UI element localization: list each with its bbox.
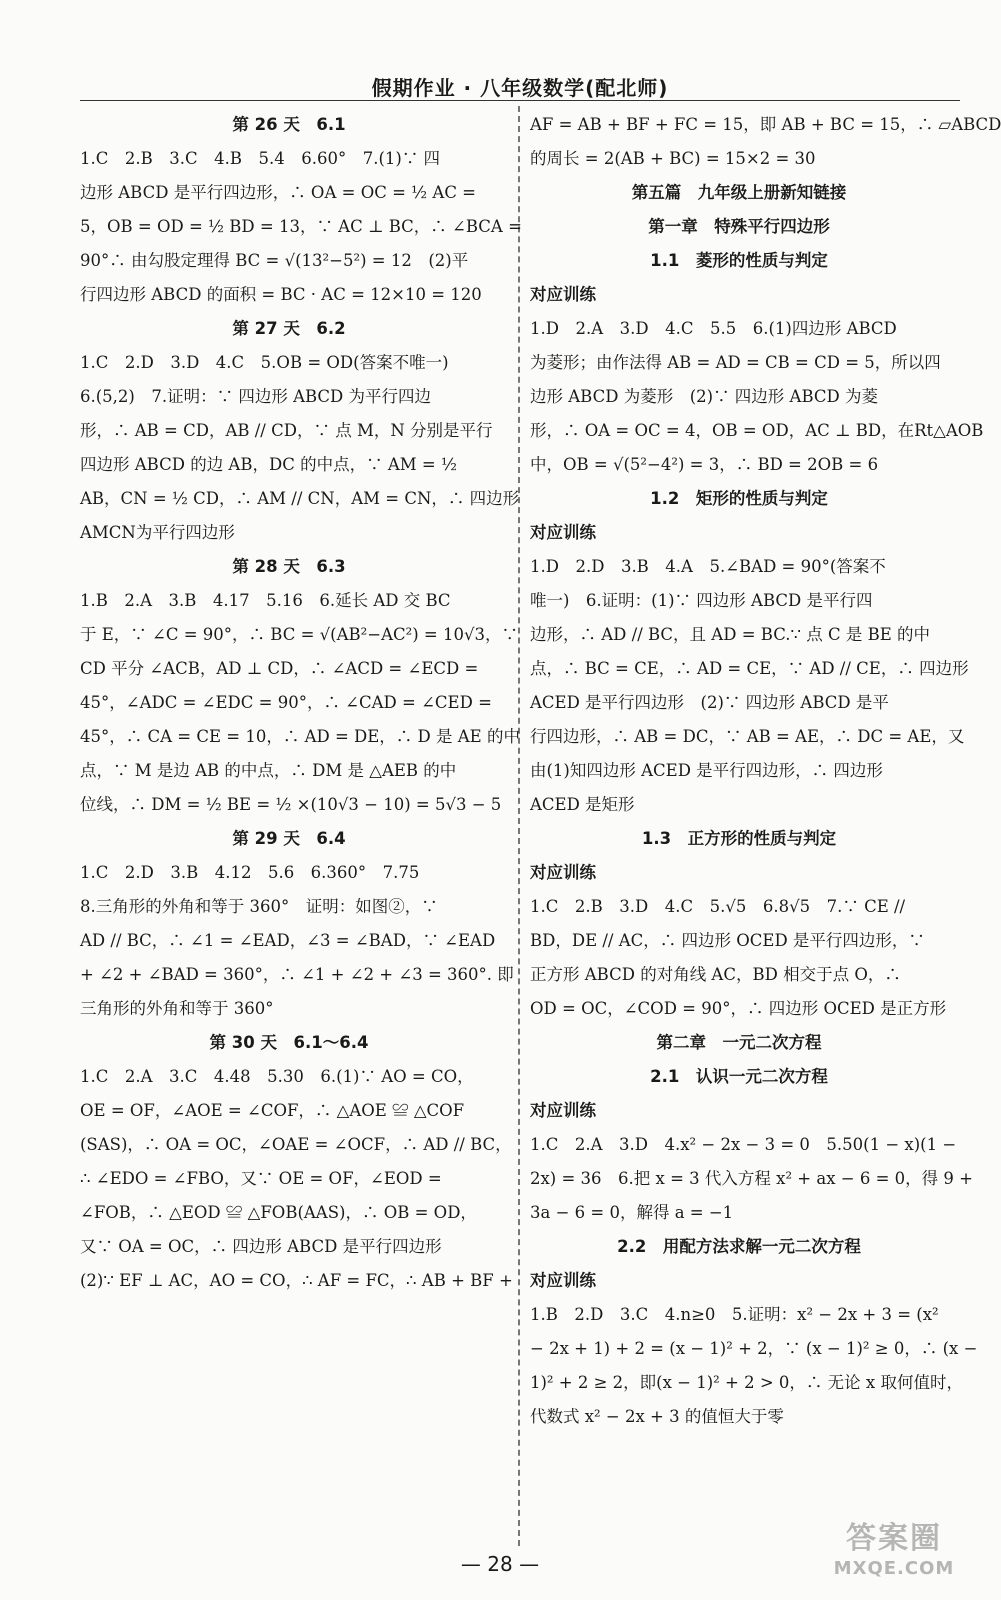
answer-line: + ∠2 + ∠BAD = 360°，∴ ∠1 + ∠2 + ∠3 = 360°. 即 xyxy=(80,965,514,984)
section-heading: 1.1 菱形的性质与判定 xyxy=(650,251,828,270)
answer-line: 又∵ OA = OC，∴ 四边形 ABCD 是平行四边形 xyxy=(80,1237,442,1256)
answer-line: − 2x + 1) + 2 = (x − 1)² + 2，∵ (x − 1)² ≥ 0，∴ (x − xyxy=(530,1339,978,1358)
subsection-label: 对应训练 xyxy=(530,1101,596,1120)
day-heading: 第 26 天 6.1 xyxy=(232,115,346,134)
answer-line: AMCN为平行四边形 xyxy=(80,523,235,542)
answer-line: 45°，∠ADC = ∠EDC = 90°，∴ ∠CAD = ∠CED = xyxy=(80,693,492,712)
answer-line: ∠FOB，∴ △EOD ≌ △FOB(AAS)，∴ OB = OD， xyxy=(80,1203,477,1222)
answer-line: 2x) = 36 6.把 x = 3 代入方程 x² + ax − 6 = 0，得 9 + xyxy=(530,1169,973,1188)
answer-line: CD 平分 ∠ACB，AD ⊥ CD，∴ ∠ACD = ∠ECD = xyxy=(80,659,479,678)
answer-line: 正方形 ABCD 的对角线 AC，BD 相交于点 O，∴ xyxy=(530,965,901,984)
answer-line: 的周长 = 2(AB + BC) = 15×2 = 30 xyxy=(530,149,816,168)
answer-line: 45°，∴ CA = CE = 10，∴ AD = DE，∴ D 是 AE 的中 xyxy=(80,727,520,746)
answer-line: 行四边形 ABCD 的面积 = BC · AC = 12×10 = 120 xyxy=(80,285,482,304)
answer-line: AB，CN = ½ CD，∴ AM // CN，AM = CN，∴ 四边形 xyxy=(80,489,520,508)
answer-line: OE = OF，∠AOE = ∠COF，∴ △AOE ≌ △COF xyxy=(80,1101,465,1120)
answer-line: 1.C 2.D 3.D 4.C 5.OB = OD(答案不唯一) xyxy=(80,353,449,372)
answer-line: 1.C 2.D 3.B 4.12 5.6 6.360° 7.75 xyxy=(80,863,420,882)
left-column xyxy=(80,108,522,1298)
answer-line: 于 E，∵ ∠C = 90°，∴ BC = √(AB²−AC²) = 10√3，∵ xyxy=(80,625,519,644)
answer-line: AD // BC，∴ ∠1 = ∠EAD，∠3 = ∠BAD，∵ ∠EAD xyxy=(80,931,496,950)
answer-line: 1.B 2.A 3.B 4.17 5.16 6.延长 AD 交 BC xyxy=(80,591,451,610)
section-heading: 1.2 矩形的性质与判定 xyxy=(650,489,828,508)
answer-line: 5，OB = OD = ½ BD = 13，∵ AC ⊥ BC，∴ ∠BCA = xyxy=(80,217,522,236)
page-number: — 28 — xyxy=(460,1552,540,1576)
section-heading: 第二章 一元二次方程 xyxy=(656,1033,822,1052)
day-heading: 第 28 天 6.3 xyxy=(232,557,346,576)
section-heading: 2.1 认识一元二次方程 xyxy=(650,1067,828,1086)
answer-line: 点，∵ M 是边 AB 的中点，∴ DM 是 △AEB 的中 xyxy=(80,761,457,780)
answer-line: 1.C 2.A 3.D 4.x² − 2x − 3 = 0 5.50(1 − x)(1 − xyxy=(530,1135,957,1154)
header-rule xyxy=(80,100,960,101)
answer-line: 边形 ABCD 为菱形 (2)∵ 四边形 ABCD 为菱 xyxy=(530,387,878,406)
answer-line: 1.D 2.D 3.B 4.A 5.∠BAD = 90°(答案不 xyxy=(530,557,886,576)
answer-line: (SAS)，∴ OA = OC，∠OAE = ∠OCF，∴ AD // BC， xyxy=(80,1135,512,1154)
section-heading: 第五篇 九年级上册新知链接 xyxy=(631,183,847,202)
watermark-logo xyxy=(804,1520,984,1590)
day-heading: 第 27 天 6.2 xyxy=(232,319,346,338)
answer-line: 为菱形；由作法得 AB = AD = CB = CD = 5，所以四 xyxy=(530,353,941,372)
answer-line: 6.(5,2) 7.证明：∵ 四边形 ABCD 为平行四边 xyxy=(80,387,432,406)
answer-line: 位线，∴ DM = ½ BE = ½ ×(10√3 − 10) = 5√3 − 5 xyxy=(80,795,502,814)
answer-line: 代数式 x² − 2x + 3 的值恒大于零 xyxy=(530,1407,784,1426)
section-heading: 1.3 正方形的性质与判定 xyxy=(641,829,837,848)
answer-line: 1.C 2.A 3.C 4.48 5.30 6.(1)∵ AO = CO， xyxy=(80,1067,474,1086)
answer-line: 形，∴ AB = CD，AB // CD，∵ 点 M，N 分别是平行 xyxy=(80,421,493,440)
subsection-label: 对应训练 xyxy=(530,285,596,304)
day-heading: 第 29 天 6.4 xyxy=(232,829,346,848)
column-divider xyxy=(518,106,520,1546)
answer-line: 1.D 2.A 3.D 4.C 5.5 6.(1)四边形 ABCD xyxy=(530,319,897,338)
day-heading: 第 30 天 6.1～6.4 xyxy=(209,1033,369,1052)
answer-line: 点，∴ BC = CE，∴ AD = CE，∵ AD // CE，∴ 四边形 xyxy=(530,659,969,678)
answer-line: (2)∵ EF ⊥ AC，AO = CO，∴ AF = FC，∴ AB + BF + xyxy=(80,1271,513,1290)
answer-line: 1)² + 2 ≥ 2，即(x − 1)² + 2 > 0，∴ 无论 x 取何值时， xyxy=(530,1373,963,1392)
answer-line: 中，OB = √(5²−4²) = 3，∴ BD = 2OB = 6 xyxy=(530,455,879,474)
answer-line: 8.三角形的外角和等于 360° 证明：如图②，∵ xyxy=(80,897,438,916)
answer-line: 形，∴ OA = OC = 4，OB = OD，AC ⊥ BD，在Rt△AOB xyxy=(530,421,984,440)
answer-line: 三角形的外角和等于 360° xyxy=(80,999,274,1018)
subsection-label: 对应训练 xyxy=(530,863,596,882)
answer-line: ∴ ∠EDO = ∠FBO，又∵ OE = OF，∠EOD = xyxy=(80,1169,442,1188)
section-heading: 2.2 用配方法求解一元二次方程 xyxy=(617,1237,861,1256)
subsection-label: 对应训练 xyxy=(530,523,596,542)
watermark-top: 答案圈 xyxy=(846,1521,942,1556)
answer-line: 1.B 2.D 3.C 4.n≥0 5.证明：x² − 2x + 3 = (x² xyxy=(530,1305,939,1324)
answer-line: ACED 是平行四边形 (2)∵ 四边形 ABCD 是平 xyxy=(530,693,889,712)
watermark-bottom: MXQE.COM xyxy=(833,1558,955,1579)
subsection-label: 对应训练 xyxy=(530,1271,596,1290)
answer-line: 四边形 ABCD 的边 AB，DC 的中点，∵ AM = ½ xyxy=(80,455,457,474)
answer-line: AF = AB + BF + FC = 15，即 AB + BC = 15，∴ ▱ABCD xyxy=(530,115,1001,134)
answer-line: 3a − 6 = 0，解得 a = −1 xyxy=(530,1203,734,1222)
answer-line: 90°∴ 由勾股定理得 BC = √(13²−5²) = 12 (2)平 xyxy=(80,251,469,270)
answer-line: 1.C 2.B 3.D 4.C 5.√5 6.8√5 7.∵ CE // xyxy=(530,897,906,916)
right-column xyxy=(530,108,1001,1434)
answer-line: ACED 是矩形 xyxy=(530,795,635,814)
answer-line: OD = OC，∠COD = 90°，∴ 四边形 OCED 是正方形 xyxy=(530,999,947,1018)
answer-line: 边形 ABCD 是平行四边形，∴ OA = OC = ½ AC = xyxy=(80,183,477,202)
answer-line: 由(1)知四边形 ACED 是平行四边形，∴ 四边形 xyxy=(530,761,883,780)
page-header: 假期作业 · 八年级数学(配北师) xyxy=(371,76,669,100)
answer-line: 唯一) 6.证明：(1)∵ 四边形 ABCD 是平行四 xyxy=(530,591,873,610)
answer-line: 1.C 2.B 3.C 4.B 5.4 6.60° 7.(1)∵ 四 xyxy=(80,149,441,168)
section-heading: 第一章 特殊平行四边形 xyxy=(648,217,830,236)
answer-line: BD，DE // AC，∴ 四边形 OCED 是平行四边形，∵ xyxy=(530,931,925,950)
answer-line: 边形，∴ AD // BC，且 AD = BC.∵ 点 C 是 BE 的中 xyxy=(530,625,930,644)
answer-line: 行四边形，∴ AB = DC，∵ AB = AE，∴ DC = AE，又 xyxy=(530,727,965,746)
